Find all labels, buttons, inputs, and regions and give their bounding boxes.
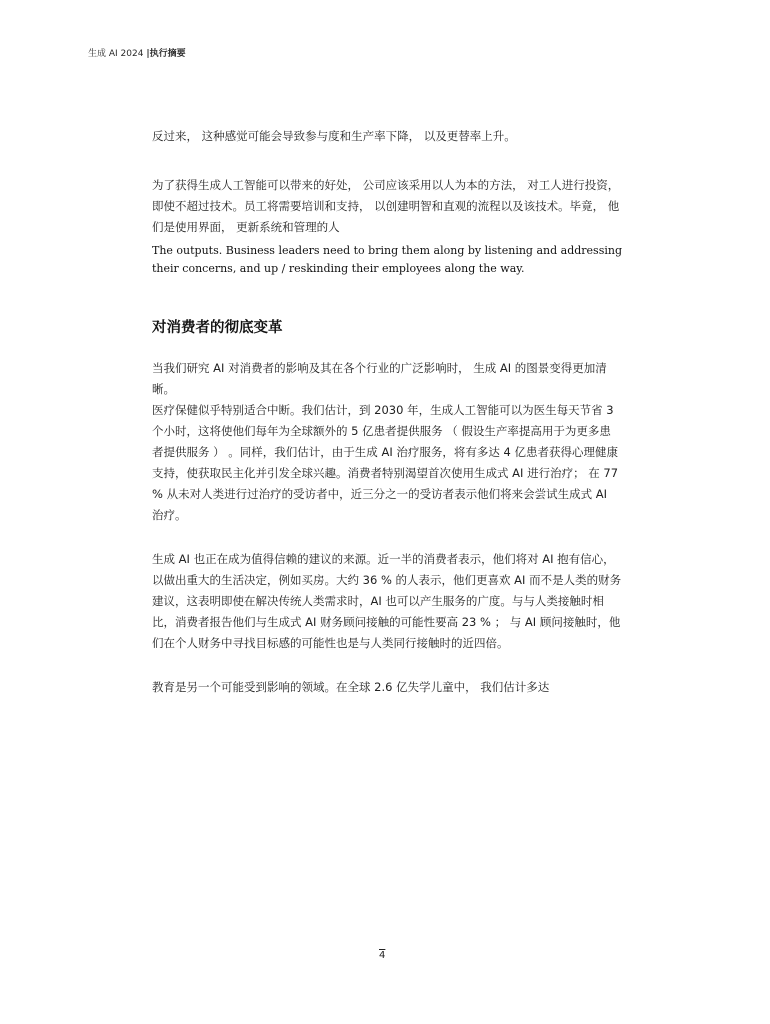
running-header <box>88 46 186 59</box>
paragraph-healthcare: 医疗保健似乎特别适合中断。我们估计，到 2030 年，生成人工智能可以为医生每天节省 3 个小时，这将使他们每年为全球额外的 5 亿患者提供服务 （ 假设生产率提高用于为更多患者提供服务 ） 。同样，我们估计，由于生成 AI 治疗服务，将有多达 4 亿患者获得心理健康支持，使获取民主化并引发全球兴趣。消费者特别渴望首次使用生成式 AI 进行治疗； 在 77 % 从未对人类进行过治疗的受访者中，近三分之一的受访者表示他们将来会尝试生成式 AI 治疗。 <box>152 403 619 522</box>
paragraph-financial-advice: 生成 AI 也正在成为值得信赖的建议的来源。近一半的消费者表示，他们将对 AI 抱有信心，以做出重大的生活决定，例如买房。大约 36 % 的人表示，他们更喜欢 AI 而不是人类的财务建议，这表明即使在解决传统人类需求时，AI 也可以产生服务的广度。与与人类接触时相比，消费者报告他们与生成式 AI 财务顾问接触的可能性要高 23 % ； 与 AI 顾问接触时，他们在个人财务中寻找目标感的可能性也是与人类同行接触时的近四倍。 <box>152 552 622 650</box>
page-number: 4 <box>379 950 386 961</box>
paragraph-human-centered: 为了获得生成人工智能可以带来的好处， 公司应该采用以人为本的方法， 对工人进行投资， 即使不超过技术。员工将需要培训和支持， 以创建明智和直观的流程以及该技术。毕竟， 他们是使用界面， 更新系统和管理的人 <box>152 178 620 234</box>
header-section: |执行摘要 <box>146 49 186 59</box>
paragraph-engagement: 反过来， 这种感觉可能会导致参与度和生产率下降， 以及更替率上升。 <box>152 129 516 143</box>
page-content <box>152 126 622 698</box>
header-title: 生成 AI 2024 <box>88 49 144 59</box>
paragraph-english-fragment: The outputs. Business leaders need to bring them along by listening and addressing their concerns, and up / reskinding their employees along the way. <box>152 244 622 275</box>
paragraph-consumer-intro: 当我们研究 AI 对消费者的影响及其在各个行业的广泛影响时， 生成 AI 的图景变得更加清晰。 <box>152 361 607 396</box>
paragraph-education: 教育是另一个可能受到影响的领域。在全球 2.6 亿失学儿童中， 我们估计多达 <box>152 680 550 694</box>
section-heading: 对消费者的彻底变革 <box>152 320 283 336</box>
